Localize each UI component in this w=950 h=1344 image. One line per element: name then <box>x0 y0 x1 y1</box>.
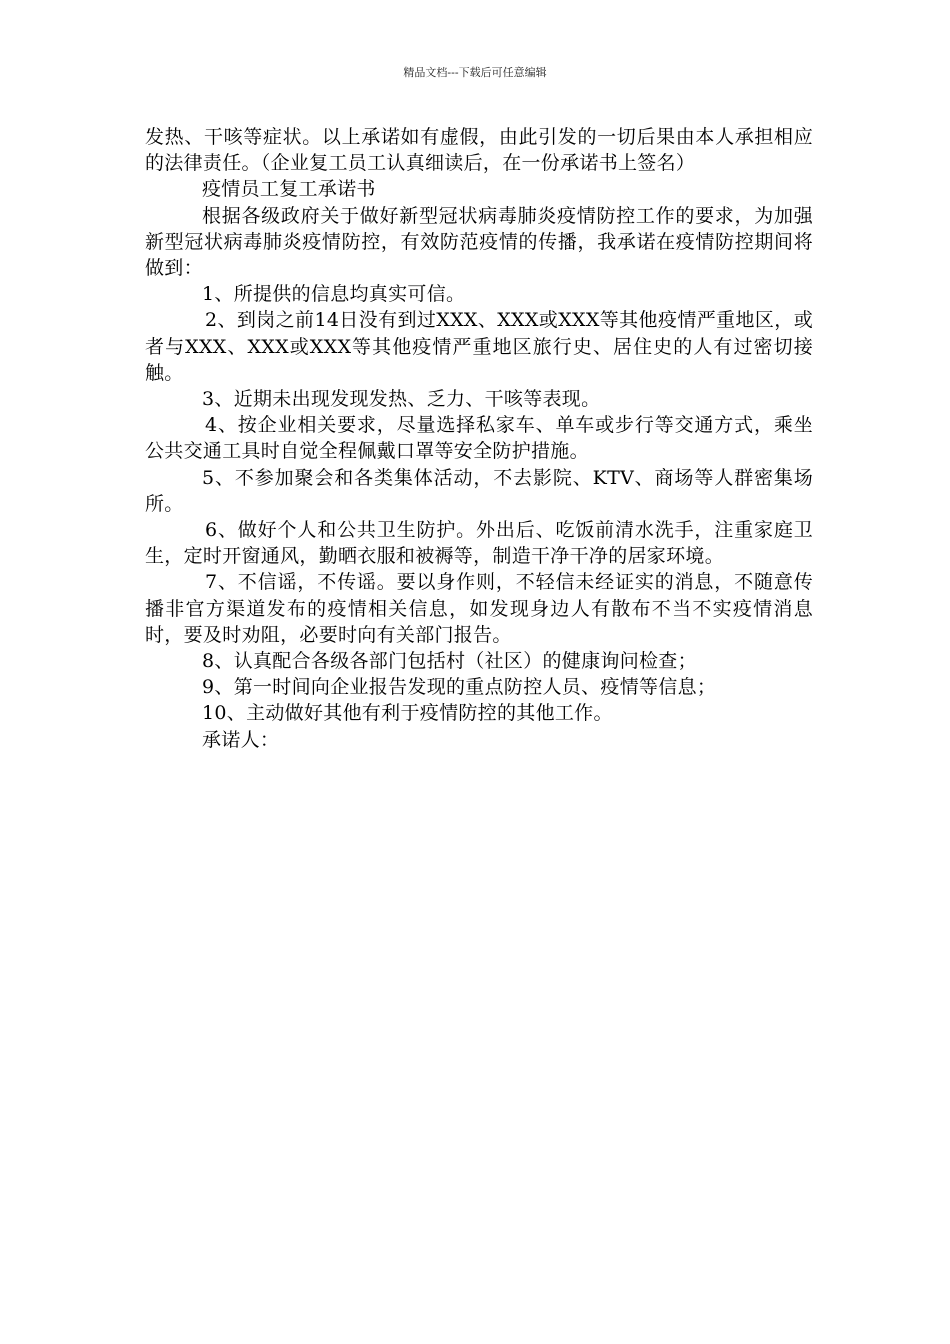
intro-paragraph: 发热、干咳等症状。以上承诺如有虚假，由此引发的一切后果由本人承担相应的法律责任。（企业复工员工认真细读后，在一份承诺书上签名） <box>145 126 813 175</box>
commitment-item-7: 7、不信谣，不传谣。要以身作则，不轻信未经证实的消息，不随意传播非官方渠道发布的疫情相关信息，如发现身边人有散布不当不实疫情消息时，要及时劝阻，必要时向有关部门报告。 <box>145 571 813 646</box>
commitment-item-5: 5、不参加聚会和各类集体活动，不去影院、KTV、商场等人群密集场所。 <box>145 466 813 515</box>
signature-label: 承诺人： <box>202 728 280 751</box>
commitment-item-10: 10、主动做好其他有利于疫情防控的其他工作。 <box>202 702 613 725</box>
preamble-paragraph: 根据各级政府关于做好新型冠状病毒肺炎疫情防控工作的要求，为加强新型冠状病毒肺炎疫情防控，有效防范疫情的传播，我承诺在疫情防控期间将做到： <box>145 204 813 280</box>
commitment-item-3: 3、近期未出现发现发热、乏力、干咳等表现。 <box>202 388 601 411</box>
document-title: 疫情员工复工承诺书 <box>202 178 376 201</box>
commitment-item-4: 4、按企业相关要求，尽量选择私家车、单车或步行等交通方式，乘坐公共交通工具时自觉全程佩戴口罩等安全防护措施。 <box>145 414 813 463</box>
commitment-item-1: 1、所提供的信息均真实可信。 <box>202 283 466 306</box>
page-header: 精品文档---下载后可任意编辑 <box>403 66 547 79</box>
commitment-item-6: 6、做好个人和公共卫生防护。外出后、吃饭前清水洗手，注重家庭卫生，定时开窗通风，勤晒衣服和被褥等，制造干净干净的居家环境。 <box>145 519 813 568</box>
commitment-item-9: 9、第一时间向企业报告发现的重点防控人员、疫情等信息； <box>202 676 717 699</box>
document-body <box>145 124 813 753</box>
commitment-item-2: 2、到岗之前14日没有到过XXX、XXX或XXX等其他疫情严重地区，或者与XXX、XXX或XXX等其他疫情严重地区旅行史、居住史的人有过密切接触。 <box>145 309 813 384</box>
commitment-item-8: 8、认真配合各级各部门包括村（社区）的健康询问检查； <box>202 650 697 673</box>
